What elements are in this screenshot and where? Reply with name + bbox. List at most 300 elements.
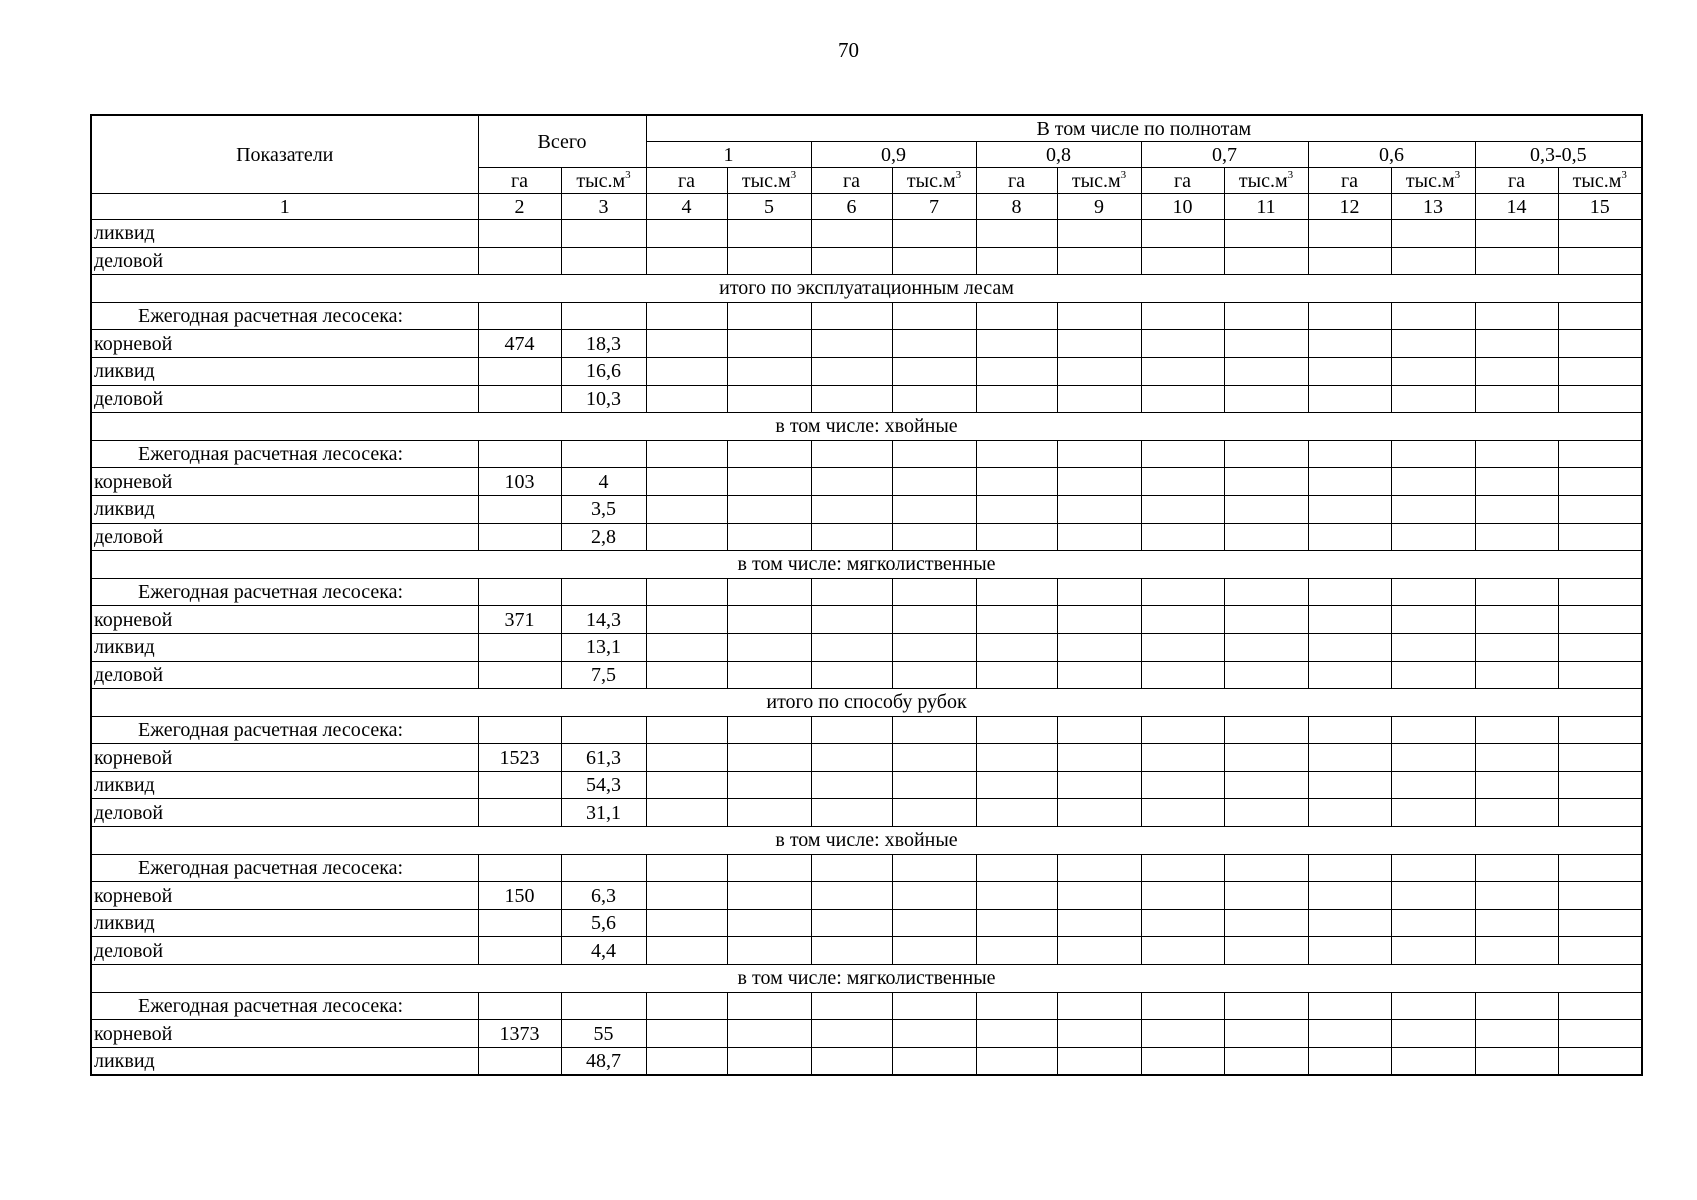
cell-empty	[1558, 385, 1642, 413]
cell-empty	[1224, 220, 1308, 248]
unit-volume-base: тыс.м	[576, 169, 626, 192]
cell-empty	[1391, 909, 1475, 937]
header-density: 1	[646, 142, 811, 168]
cell-empty	[1475, 385, 1558, 413]
header-unit-ha: га	[1141, 168, 1224, 194]
cell-empty	[1057, 495, 1141, 523]
header-by-density: В том числе по полнотам	[646, 115, 1642, 142]
table-row	[91, 357, 1642, 385]
cell-empty	[1057, 606, 1141, 634]
cell-empty	[646, 1047, 727, 1075]
cell-total-ha	[478, 357, 561, 385]
cell-empty	[892, 716, 976, 744]
cell-empty	[1558, 330, 1642, 358]
cell-empty	[892, 992, 976, 1020]
cell-empty	[1141, 854, 1224, 882]
cell-empty	[1391, 854, 1475, 882]
cell-empty	[646, 606, 727, 634]
cell-empty	[1141, 440, 1224, 468]
cell-empty	[1141, 523, 1224, 551]
cell-empty	[1057, 330, 1141, 358]
cell-empty	[976, 330, 1057, 358]
cell-empty	[727, 385, 811, 413]
cell-total-volume: 2,8	[561, 523, 646, 551]
cell-total-volume	[561, 992, 646, 1020]
cell-empty	[727, 357, 811, 385]
column-number: 12	[1308, 194, 1391, 220]
cell-empty	[1308, 330, 1391, 358]
cell-empty	[727, 302, 811, 330]
header-unit-volume	[727, 168, 811, 194]
cell-empty	[1224, 799, 1308, 827]
cell-empty	[646, 716, 727, 744]
cell-empty	[892, 882, 976, 910]
header-unit-ha: га	[1475, 168, 1558, 194]
cell-total-volume: 48,7	[561, 1047, 646, 1075]
cell-empty	[1558, 578, 1642, 606]
cell-total-ha: 150	[478, 882, 561, 910]
cell-empty	[646, 495, 727, 523]
cell-empty	[811, 330, 892, 358]
cell-empty	[727, 992, 811, 1020]
cell-empty	[646, 854, 727, 882]
cell-empty	[1391, 357, 1475, 385]
cell-empty	[1141, 716, 1224, 744]
cell-total-ha	[478, 854, 561, 882]
cell-empty	[1057, 661, 1141, 689]
column-number: 8	[976, 194, 1057, 220]
cell-empty	[1475, 1047, 1558, 1075]
row-label: корневой	[91, 468, 478, 496]
cell-empty	[1475, 440, 1558, 468]
cell-empty	[727, 578, 811, 606]
cell-empty	[1224, 495, 1308, 523]
cell-empty	[976, 1020, 1057, 1048]
cell-empty	[1308, 854, 1391, 882]
cell-empty	[1475, 247, 1558, 275]
cell-empty	[1558, 882, 1642, 910]
cell-empty	[1141, 495, 1224, 523]
row-label: ликвид	[91, 909, 478, 937]
cell-total-ha: 1373	[478, 1020, 561, 1048]
unit-volume-base: тыс.м	[741, 169, 791, 192]
cell-empty	[646, 220, 727, 248]
cell-empty	[646, 633, 727, 661]
cell-total-volume: 16,6	[561, 357, 646, 385]
column-number: 15	[1558, 194, 1642, 220]
header-total: Всего	[478, 115, 646, 168]
cell-empty	[1558, 716, 1642, 744]
cell-empty	[1224, 247, 1308, 275]
cell-total-volume	[561, 247, 646, 275]
cell-empty	[811, 799, 892, 827]
cell-empty	[1057, 744, 1141, 772]
cell-empty	[1391, 247, 1475, 275]
cell-empty	[1558, 799, 1642, 827]
cell-total-ha	[478, 799, 561, 827]
cell-empty	[1057, 937, 1141, 965]
cell-empty	[1391, 385, 1475, 413]
cell-empty	[1141, 220, 1224, 248]
cell-empty	[727, 247, 811, 275]
cell-total-volume: 10,3	[561, 385, 646, 413]
cell-empty	[1057, 220, 1141, 248]
cell-empty	[1141, 992, 1224, 1020]
cell-empty	[646, 302, 727, 330]
cell-empty	[1057, 523, 1141, 551]
cell-total-volume: 13,1	[561, 633, 646, 661]
cell-empty	[646, 799, 727, 827]
cell-empty	[1224, 633, 1308, 661]
cell-empty	[976, 495, 1057, 523]
section-title: итого по эксплуатационным лесам	[91, 275, 1642, 303]
cell-empty	[727, 716, 811, 744]
forest-table	[90, 114, 1643, 1076]
cell-empty	[1308, 523, 1391, 551]
cell-empty	[1558, 468, 1642, 496]
cell-empty	[646, 744, 727, 772]
cell-empty	[646, 1020, 727, 1048]
cell-empty	[1391, 771, 1475, 799]
cell-empty	[727, 468, 811, 496]
cell-empty	[811, 909, 892, 937]
cell-total-ha	[478, 495, 561, 523]
cell-total-volume: 4	[561, 468, 646, 496]
cell-empty	[646, 882, 727, 910]
cell-empty	[1224, 937, 1308, 965]
cell-empty	[1141, 1020, 1224, 1048]
cell-empty	[1308, 357, 1391, 385]
cell-empty	[1057, 1047, 1141, 1075]
cell-total-volume: 61,3	[561, 744, 646, 772]
cell-empty	[811, 1047, 892, 1075]
row-label: деловой	[91, 799, 478, 827]
cell-empty	[646, 330, 727, 358]
header-unit-volume	[1391, 168, 1475, 194]
table-row	[91, 937, 1642, 965]
cell-empty	[1391, 744, 1475, 772]
cell-total-volume	[561, 220, 646, 248]
cell-empty	[1558, 523, 1642, 551]
column-number: 10	[1141, 194, 1224, 220]
section-title: в том числе: хвойные	[91, 827, 1642, 855]
cell-empty	[1224, 771, 1308, 799]
cell-total-ha	[478, 661, 561, 689]
table-row	[91, 716, 1642, 744]
section-title: в том числе: мягколиственные	[91, 965, 1642, 993]
cell-empty	[1558, 495, 1642, 523]
column-number: 1	[91, 194, 478, 220]
cell-empty	[646, 937, 727, 965]
cell-empty	[1558, 854, 1642, 882]
header-unit-ha: га	[478, 168, 561, 194]
cell-empty	[1057, 992, 1141, 1020]
cell-empty	[976, 716, 1057, 744]
cell-empty	[727, 799, 811, 827]
header-unit-ha: га	[976, 168, 1057, 194]
cell-total-ha: 474	[478, 330, 561, 358]
header-unit-ha: га	[811, 168, 892, 194]
row-label: ликвид	[91, 633, 478, 661]
cell-empty	[1141, 771, 1224, 799]
cell-empty	[811, 357, 892, 385]
unit-volume-base: тыс.м	[1572, 169, 1622, 192]
cell-empty	[1475, 357, 1558, 385]
row-label: деловой	[91, 523, 478, 551]
cell-empty	[811, 578, 892, 606]
cell-empty	[1391, 992, 1475, 1020]
cell-empty	[811, 882, 892, 910]
table-row	[91, 385, 1642, 413]
cell-empty	[1224, 385, 1308, 413]
unit-volume-base: тыс.м	[1238, 169, 1288, 192]
cell-empty	[1308, 771, 1391, 799]
cell-empty	[892, 771, 976, 799]
cell-empty	[811, 992, 892, 1020]
section-title: в том числе: мягколиственные	[91, 551, 1642, 579]
section-row	[91, 965, 1642, 993]
unit-volume-exponent: 3	[955, 168, 962, 181]
cell-empty	[811, 771, 892, 799]
cell-empty	[976, 606, 1057, 634]
cell-total-ha	[478, 1047, 561, 1075]
header-density: 0,6	[1308, 142, 1475, 168]
unit-volume-exponent: 3	[790, 168, 797, 181]
cell-empty	[892, 302, 976, 330]
cell-empty	[646, 247, 727, 275]
cell-total-volume: 18,3	[561, 330, 646, 358]
table-row	[91, 495, 1642, 523]
table-header	[91, 115, 1642, 220]
cell-empty	[1141, 357, 1224, 385]
row-label: Ежегодная расчетная лесосека:	[91, 992, 478, 1020]
cell-empty	[1391, 937, 1475, 965]
cell-empty	[1141, 799, 1224, 827]
table-row	[91, 854, 1642, 882]
cell-empty	[811, 468, 892, 496]
cell-empty	[892, 937, 976, 965]
table-row	[91, 1020, 1642, 1048]
cell-total-volume: 3,5	[561, 495, 646, 523]
cell-empty	[1475, 882, 1558, 910]
row-label: Ежегодная расчетная лесосека:	[91, 716, 478, 744]
cell-total-ha	[478, 992, 561, 1020]
table-row	[91, 744, 1642, 772]
cell-empty	[892, 357, 976, 385]
row-label: деловой	[91, 247, 478, 275]
cell-empty	[1475, 854, 1558, 882]
cell-empty	[1224, 523, 1308, 551]
header-unit-ha: га	[1308, 168, 1391, 194]
cell-total-ha	[478, 937, 561, 965]
cell-empty	[1391, 302, 1475, 330]
cell-empty	[1308, 661, 1391, 689]
table-row	[91, 440, 1642, 468]
cell-empty	[1475, 1020, 1558, 1048]
cell-empty	[976, 882, 1057, 910]
cell-empty	[1475, 909, 1558, 937]
cell-empty	[1057, 909, 1141, 937]
cell-total-ha	[478, 220, 561, 248]
cell-empty	[892, 247, 976, 275]
cell-empty	[1308, 716, 1391, 744]
header-unit-volume	[561, 168, 646, 194]
table-row	[91, 1047, 1642, 1075]
cell-empty	[1224, 744, 1308, 772]
table-row	[91, 661, 1642, 689]
section-row	[91, 551, 1642, 579]
cell-empty	[727, 909, 811, 937]
cell-empty	[811, 716, 892, 744]
cell-empty	[1141, 247, 1224, 275]
table-row	[91, 771, 1642, 799]
row-label: Ежегодная расчетная лесосека:	[91, 302, 478, 330]
cell-empty	[1558, 247, 1642, 275]
cell-empty	[1475, 716, 1558, 744]
cell-empty	[1475, 523, 1558, 551]
cell-empty	[646, 661, 727, 689]
row-label: ликвид	[91, 1047, 478, 1075]
header-indicators: Показатели	[91, 115, 478, 194]
cell-empty	[646, 992, 727, 1020]
cell-empty	[1057, 440, 1141, 468]
table-row	[91, 468, 1642, 496]
cell-empty	[646, 385, 727, 413]
cell-empty	[1308, 220, 1391, 248]
cell-empty	[1224, 882, 1308, 910]
cell-empty	[646, 523, 727, 551]
cell-empty	[1391, 440, 1475, 468]
cell-empty	[892, 495, 976, 523]
cell-empty	[727, 744, 811, 772]
cell-empty	[1224, 1047, 1308, 1075]
unit-volume-exponent: 3	[1621, 168, 1627, 181]
cell-total-volume	[561, 440, 646, 468]
cell-empty	[1475, 771, 1558, 799]
header-density: 0,7	[1141, 142, 1308, 168]
cell-empty	[1391, 578, 1475, 606]
cell-empty	[727, 495, 811, 523]
cell-empty	[892, 220, 976, 248]
table-row	[91, 578, 1642, 606]
cell-empty	[1308, 578, 1391, 606]
cell-empty	[892, 744, 976, 772]
cell-empty	[1224, 854, 1308, 882]
table-row	[91, 302, 1642, 330]
cell-empty	[811, 385, 892, 413]
page-number: 70	[838, 38, 859, 62]
cell-empty	[1224, 1020, 1308, 1048]
cell-empty	[1475, 606, 1558, 634]
cell-empty	[811, 661, 892, 689]
cell-empty	[1224, 440, 1308, 468]
cell-empty	[1141, 909, 1224, 937]
cell-empty	[1308, 247, 1391, 275]
cell-empty	[811, 937, 892, 965]
row-label: корневой	[91, 744, 478, 772]
cell-empty	[892, 909, 976, 937]
cell-empty	[892, 633, 976, 661]
table-row	[91, 799, 1642, 827]
row-label: ликвид	[91, 357, 478, 385]
cell-empty	[727, 854, 811, 882]
cell-empty	[892, 1020, 976, 1048]
cell-empty	[1475, 578, 1558, 606]
cell-total-volume: 5,6	[561, 909, 646, 937]
cell-empty	[1308, 992, 1391, 1020]
cell-empty	[1558, 357, 1642, 385]
cell-total-volume	[561, 716, 646, 744]
cell-empty	[727, 1047, 811, 1075]
cell-empty	[1308, 937, 1391, 965]
cell-empty	[1308, 882, 1391, 910]
column-number: 13	[1391, 194, 1475, 220]
cell-total-volume: 31,1	[561, 799, 646, 827]
cell-empty	[646, 440, 727, 468]
header-unit-volume	[1558, 168, 1642, 194]
cell-empty	[1224, 661, 1308, 689]
cell-empty	[892, 606, 976, 634]
cell-empty	[727, 633, 811, 661]
cell-empty	[646, 578, 727, 606]
cell-empty	[1057, 771, 1141, 799]
header-density: 0,9	[811, 142, 976, 168]
cell-empty	[892, 523, 976, 551]
cell-empty	[1558, 1020, 1642, 1048]
table-row	[91, 247, 1642, 275]
cell-empty	[1391, 716, 1475, 744]
cell-total-volume	[561, 302, 646, 330]
cell-empty	[1141, 882, 1224, 910]
row-label: деловой	[91, 661, 478, 689]
cell-empty	[1558, 220, 1642, 248]
table-row	[91, 882, 1642, 910]
cell-empty	[1475, 633, 1558, 661]
cell-empty	[976, 468, 1057, 496]
cell-empty	[1391, 468, 1475, 496]
cell-empty	[1558, 1047, 1642, 1075]
cell-empty	[976, 633, 1057, 661]
cell-empty	[976, 799, 1057, 827]
cell-empty	[1558, 440, 1642, 468]
cell-total-ha: 1523	[478, 744, 561, 772]
cell-empty	[727, 440, 811, 468]
cell-empty	[976, 302, 1057, 330]
column-number: 14	[1475, 194, 1558, 220]
cell-empty	[1141, 302, 1224, 330]
cell-empty	[976, 220, 1057, 248]
cell-empty	[892, 440, 976, 468]
cell-empty	[646, 468, 727, 496]
cell-total-ha: 103	[478, 468, 561, 496]
cell-empty	[1391, 633, 1475, 661]
row-label: корневой	[91, 330, 478, 358]
cell-empty	[811, 220, 892, 248]
cell-empty	[1558, 937, 1642, 965]
cell-empty	[1057, 357, 1141, 385]
cell-empty	[1391, 1020, 1475, 1048]
cell-empty	[892, 854, 976, 882]
cell-empty	[727, 771, 811, 799]
unit-volume-base: тыс.м	[1071, 169, 1121, 192]
table-row	[91, 220, 1642, 248]
cell-empty	[1391, 220, 1475, 248]
cell-empty	[1308, 302, 1391, 330]
cell-empty	[976, 661, 1057, 689]
cell-empty	[1308, 633, 1391, 661]
cell-empty	[1141, 468, 1224, 496]
table-row	[91, 330, 1642, 358]
